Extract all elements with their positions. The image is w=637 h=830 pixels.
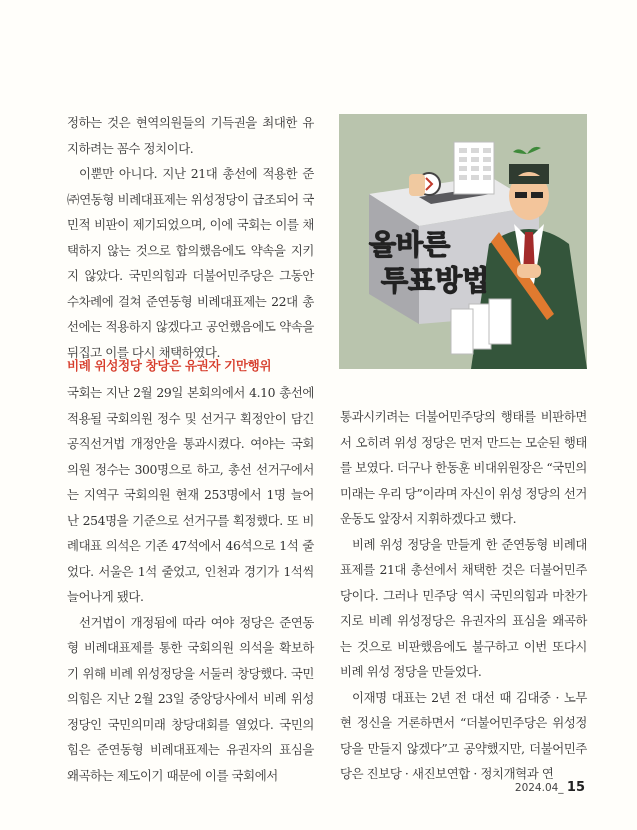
paragraph: 비례 위성 정당을 만들게 한 준연동형 비례대표제를 21대 총선에서 채택한 것은 더불어민주당이다. 그러나 민주당 역시 국민의힘과 마찬가지로 비례 위성정당은 유권자의 표심을 왜곡하는 것으로 비판했음에도 불구하고 이번 또다시 비례 위성 정당을 만들었다. bbox=[340, 536, 587, 679]
paragraph: 국회는 지난 2월 29일 본회의에서 4.10 총선에 적용될 국회의원 정수 및 선거구 획정안이 담긴 공직선거법 개정안을 통과시켰다. 여야는 국회의원 정수는 300명으로 하고, 총선 선거구에서는 지역구 국회의원 현재 253명에서 1명 늘어난 254명을 기준으로 선거구를 획정했다. 또 비례대표 의석은 기존 47석에서 46석으로 1석 줄었다. 서울은 1석 줄었고, 인천과 경기가 1석씩 늘어나게 됐다. bbox=[67, 385, 314, 604]
left-column-bottom bbox=[67, 380, 314, 788]
paragraph: 통과시키려는 더불어민주당의 행태를 비판하면서 오히려 위성 정당은 먼저 만드는 모순된 행태를 보였다. 더구나 한동훈 비대위원장은 “국민의미래는 우리 당”이라며 자신이 위성 정당의 선거운동도 앞장서 지휘하겠다고 했다. bbox=[340, 409, 587, 526]
right-column bbox=[340, 404, 587, 787]
voting-illustration-graphic bbox=[339, 114, 587, 369]
paragraph: 선거법이 개정됨에 따라 여야 정당은 준연동형 비례대표제를 통한 국회의원 의석을 확보하기 위해 비례 위성정당을 서둘러 창당했다. 국민의힘은 지난 2월 23일 중앙당사에서 비례 위성정당인 국민의미래 창당대회를 열었다. 국민의힘은 준연동형 비례대표제는 유권자의 표심을 왜곡하는 제도이기 때문에 이를 국회에서 bbox=[67, 614, 314, 783]
voting-illustration bbox=[339, 114, 587, 369]
issue-date: 2024.04_ bbox=[514, 782, 564, 794]
page-footer bbox=[515, 780, 585, 795]
left-column-top bbox=[67, 110, 314, 365]
paragraph: 이뿐만 아니다. 지난 21대 총선에 적용한 준㈜연동형 비례대표제는 위성정당이 급조되어 국민적 비판이 제기되었으며, 이에 국회는 이를 채택하지 않는 것으로 합의했음에도 약속을 지키지 않았다. 국민의힘과 더불어민주당은 그동안 수차례에 걸쳐 준연동형 비례대표제는 22대 총선에는 적용하지 않겠다고 공언했음에도 약속을 뒤집고 이를 다시 채택하였다. bbox=[67, 166, 314, 360]
illustration-title-line2: 투표방법 bbox=[381, 264, 490, 297]
section-heading: 비례 위성정당 창당은 유권자 기만행위 bbox=[67, 358, 272, 373]
paragraph: 정하는 것은 현역의원들의 기득권을 최대한 유지하려는 꼼수 정치이다. bbox=[67, 115, 314, 156]
page-number: 15 bbox=[566, 780, 585, 795]
paragraph: 이재명 대표는 2년 전 대선 때 김대중 · 노무현 정신을 거론하면서 “더불어민주당은 위성정당을 만들지 않겠다”고 공약했지만, 더불어민주당은 진보당 · 새진보연합 · 정치개혁과 연 bbox=[340, 689, 587, 781]
illustration-title-line1: 올바른 bbox=[369, 228, 451, 261]
